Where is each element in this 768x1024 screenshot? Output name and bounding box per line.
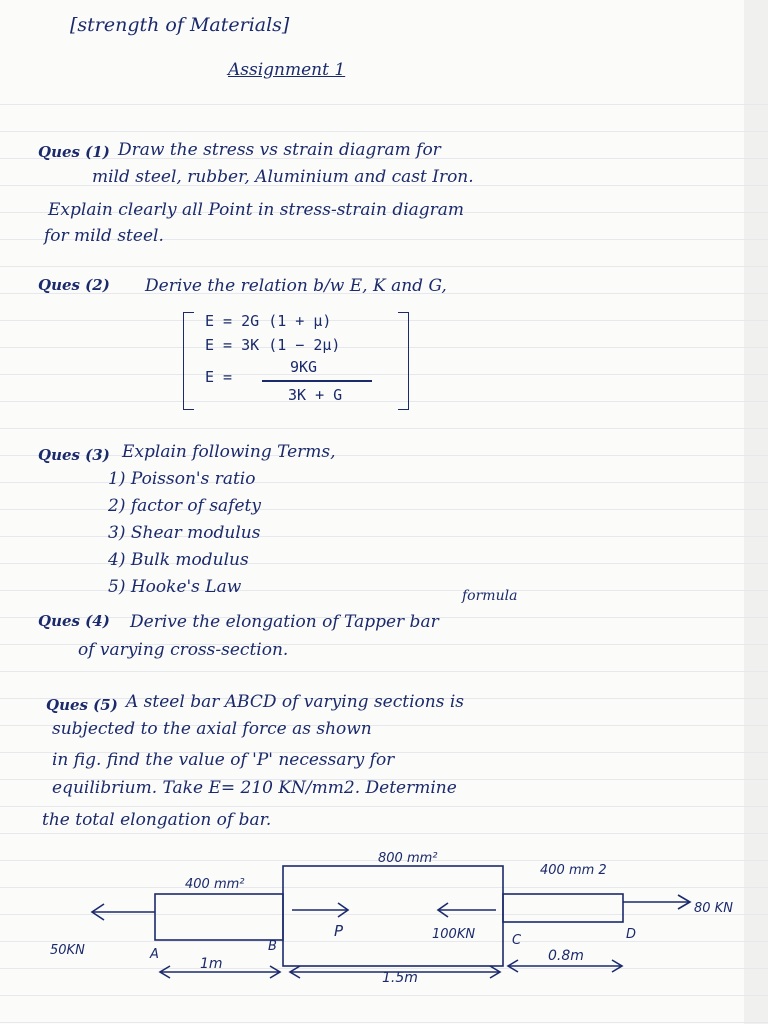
q3-label: Ques (3) [38,446,110,464]
q1-line-1: Draw the stress vs strain diagram for [118,140,441,160]
q5-line-3: in fig. find the value of 'P' necessary for [52,750,395,770]
q3-line-1: Explain following Terms, [122,442,336,462]
q3-item-5: 5) Hooke's Law [108,577,242,597]
formula-3-numerator: 9KG [290,358,318,376]
q1-label: Ques (1) [38,143,110,161]
section-ab [155,894,283,940]
q3-item-3: 3) Shear modulus [108,523,261,543]
q2-label: Ques (2) [38,276,110,294]
q5-line-2: subjected to the axial force as shown [52,719,372,739]
label-len-bc: 1.5m [382,970,418,986]
label-area-left: 400 mm² [185,877,245,892]
label-point-d: D [626,927,637,942]
q5-line-1: A steel bar ABCD of varying sections is [126,692,464,712]
q4-label: Ques (4) [38,612,110,630]
label-area-right: 400 mm 2 [540,863,607,878]
q5-label: Ques (5) [46,696,118,714]
q5-line-4: equilibrium. Take E= 210 KN/mm2. Determine [52,778,457,798]
label-force-mid: 100KN [432,927,476,942]
q3-item-4: 4) Bulk modulus [108,550,249,570]
q4-line-2: of varying cross-section. [78,640,289,660]
q4-line-1: Derive the elongation of Tapper bar [130,612,439,632]
label-len-cd: 0.8m [548,948,584,964]
label-len-ab: 1m [200,956,223,972]
formula-2: E = 3K (1 − 2μ) [205,336,341,354]
q1-line-4: for mild steel. [44,226,164,246]
label-force-left: 50KN [50,943,85,958]
label-force-p: P [334,922,344,940]
q5-line-5: the total elongation of bar. [42,810,272,830]
q1-line-2: mild steel, rubber, Aluminium and cast Iron. [92,167,474,187]
q3-item-1: 1) Poisson's ratio [108,469,256,489]
q1-line-3: Explain clearly all Point in stress-strain diagram [48,200,465,220]
label-area-top: 800 mm² [378,851,438,866]
q2-line-1: Derive the relation b/w E, K and G, [145,276,447,296]
formula-1: E = 2G (1 + μ) [205,312,332,330]
formula-3-lhs: E = [205,368,233,386]
label-point-a: A [150,947,159,962]
section-cd [503,894,623,922]
label-force-right: 80 KN [694,901,733,916]
page-title: [strength of Materials] [70,14,290,36]
formula-3-denominator: 3K + G [288,386,343,404]
page-subtitle: Assignment 1 [228,60,346,80]
label-point-c: C [512,933,522,948]
label-point-b: B [268,939,277,954]
section-bc [283,866,503,966]
q4-caret-note: formula [462,588,518,604]
q3-item-2: 2) factor of safety [108,496,261,516]
